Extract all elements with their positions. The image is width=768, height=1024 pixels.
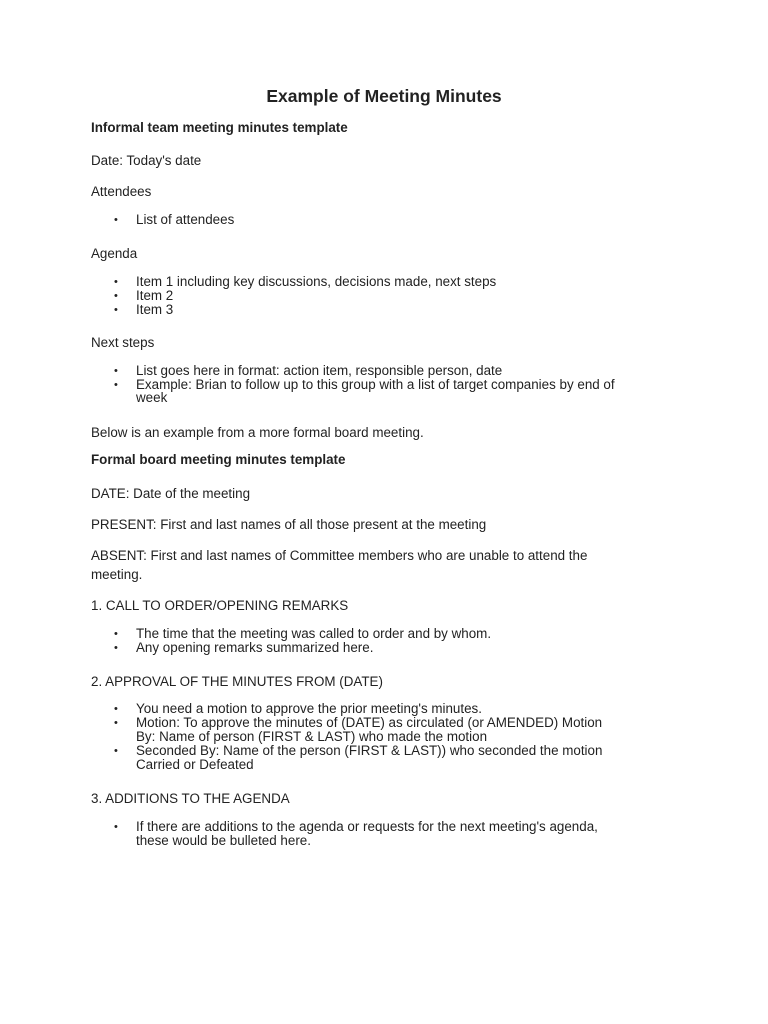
absent-line-continuation: meeting. bbox=[91, 567, 143, 582]
section1-heading: 1. CALL TO ORDER/OPENING REMARKS bbox=[91, 598, 349, 613]
list-item: • The time that the meeting was called to order and by whom. bbox=[136, 627, 491, 641]
list-item: • Motion: To approve the minutes of (DATE) as circulated (or AMENDED) Motion bbox=[136, 716, 602, 730]
formal-heading: Formal board meeting minutes template bbox=[91, 452, 346, 467]
list-item: • Any opening remarks summarized here. bbox=[136, 641, 373, 655]
list-item-continuation: Carried or Defeated bbox=[136, 757, 254, 772]
attendees-label: Attendees bbox=[91, 184, 152, 199]
agenda-label: Agenda bbox=[91, 246, 138, 261]
list-item-continuation: By: Name of person (FIRST & LAST) who made the motion bbox=[136, 729, 488, 744]
list-item-continuation: these would be bulleted here. bbox=[136, 833, 311, 848]
date-line: Date: Today's date bbox=[91, 153, 202, 168]
section3-heading: 3. ADDITIONS TO THE AGENDA bbox=[91, 791, 290, 806]
list-item: • Seconded By: Name of the person (FIRST & LAST)) who seconded the motion bbox=[136, 744, 602, 758]
list-item: • Item 2 bbox=[136, 289, 173, 303]
section2-heading: 2. APPROVAL OF THE MINUTES FROM (DATE) bbox=[91, 674, 383, 689]
absent-line: ABSENT: First and last names of Committee members who are unable to attend the bbox=[91, 548, 588, 563]
list-item: • List goes here in format: action item, responsible person, date bbox=[136, 364, 502, 378]
list-item: • Example: Brian to follow up to this group with a list of target companies by end of bbox=[136, 378, 615, 392]
list-item: • List of attendees bbox=[136, 213, 234, 227]
below-text: Below is an example from a more formal board meeting. bbox=[91, 425, 424, 440]
informal-heading: Informal team meeting minutes template bbox=[91, 120, 348, 135]
list-item: • Item 1 including key discussions, decisions made, next steps bbox=[136, 275, 496, 289]
present-line: PRESENT: First and last names of all those present at the meeting bbox=[91, 517, 487, 532]
list-item: • If there are additions to the agenda or requests for the next meeting's agenda, bbox=[136, 820, 598, 834]
list-item: • You need a motion to approve the prior meeting's minutes. bbox=[136, 702, 482, 716]
next-steps-label: Next steps bbox=[91, 335, 155, 350]
list-item-continuation: week bbox=[136, 390, 168, 405]
document-title: Example of Meeting Minutes bbox=[266, 86, 502, 106]
formal-date: DATE: Date of the meeting bbox=[91, 486, 251, 501]
list-item: • Item 3 bbox=[136, 303, 173, 317]
